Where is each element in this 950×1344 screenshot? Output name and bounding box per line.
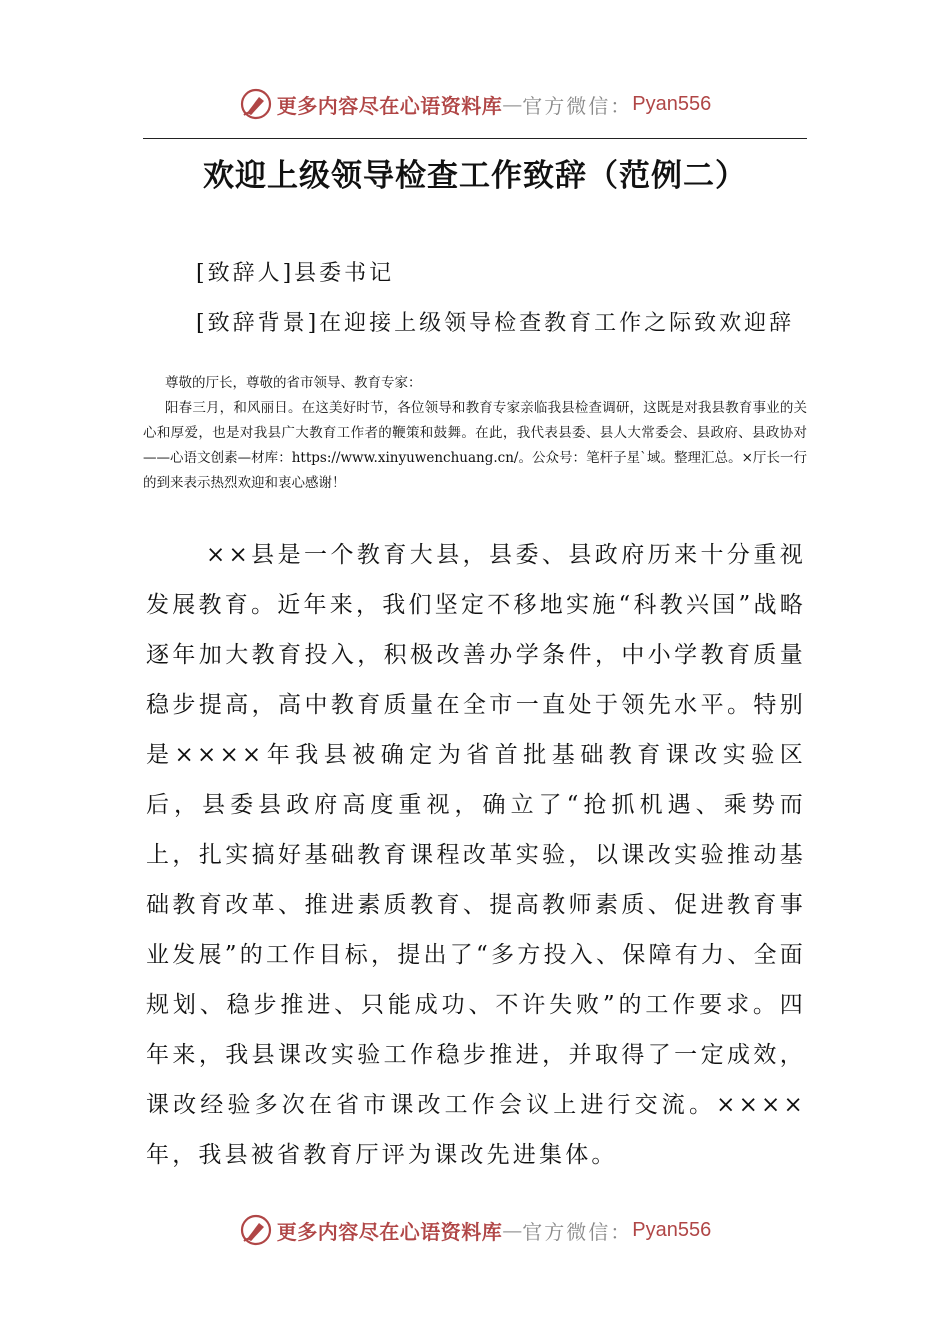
watermark-brand: 更多内容尽在心语资料库 bbox=[276, 1219, 503, 1244]
salutation: 尊敬的厅长，尊敬的省市领导、教育专家： bbox=[165, 375, 422, 391]
watermark-brand: 更多内容尽在心语资料库 bbox=[276, 93, 503, 118]
pen-nib-logo-icon bbox=[239, 1213, 273, 1247]
watermark-separator: — bbox=[502, 1218, 523, 1242]
main-paragraph: ××县是一个教育大县，县委、县政府历来十分重视发展教育。近年来，我们坚定不移地实施“科教兴国”战略逐年加大教育投入，积极改善办学条件，中小学教育质量稳步提高，高中教育质量在全市一直处于领先水平。特别是××××年我县被确定为省首批基础教育课改实验区后，县委县政府高度重视，确立了“抢抓机遇、乘势而上，扎实搞好基础教育课程改革实验，以课改实验推动基础教育改革、推进素质教育、提高教师素质、促进教育事业发展”的工作目标，提出了“多方投入、保障有力、全面规划、稳步推进、只能成功、不许失败”的工作要求。四年来，我县课改实验工作稳步推进，并取得了一定成效，课改经验多次在省市课改工作会议上进行交流。××××年，我县被省教育厅评为课改先进集体。 bbox=[146, 542, 806, 1168]
page-title: 欢迎上级领导检查工作致辞（范例二） bbox=[203, 158, 747, 194]
speaker-line: [致辞人]县委书记 bbox=[196, 261, 395, 286]
header-watermark bbox=[0, 84, 950, 124]
watermark-wechat-id: Pyan556 bbox=[632, 92, 712, 115]
intro-section bbox=[143, 371, 807, 496]
watermark-wechat-label: 官方微信： bbox=[522, 93, 633, 118]
background-line: [致辞背景]在迎接上级领导检查教育工作之际致欢迎辞 bbox=[196, 311, 795, 336]
watermark-separator: — bbox=[502, 92, 523, 116]
watermark-wechat-id: Pyan556 bbox=[632, 1218, 712, 1241]
watermark-wechat-label: 官方微信： bbox=[522, 1219, 633, 1244]
main-body bbox=[146, 530, 806, 1180]
header-divider bbox=[143, 138, 807, 139]
pen-nib-logo-icon bbox=[239, 87, 273, 121]
intro-paragraph: 阳春三月，和风丽日。在这美好时节，各位领导和教育专家亲临我县检查调研，这既是对我县教育事业的关心和厚爱，也是对我县广大教育工作者的鞭策和鼓舞。在此，我代表县委、县人大常委会、县政府、县政协对——心语文创素—材库：https://www.xinyuwenchuang.cn/。公众号：笔杆子星`域。整理汇总。×厅长一行的到来表示热烈欢迎和衷心感谢！ bbox=[143, 400, 807, 491]
footer-watermark bbox=[0, 1210, 950, 1250]
